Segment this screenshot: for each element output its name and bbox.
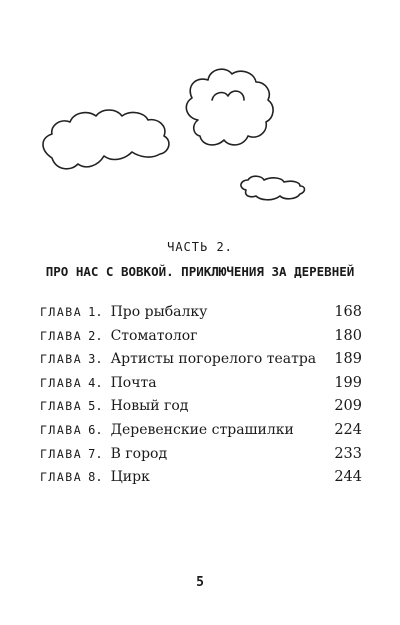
chapter-page: 189	[334, 351, 362, 368]
chapter-title: Новый год	[110, 398, 189, 415]
chapter-page: 199	[334, 374, 362, 391]
chapter-number: 5.	[88, 399, 103, 414]
chapter-title: В город	[110, 445, 168, 462]
chapter-page: 233	[334, 445, 362, 462]
chapter-word: ГЛАВА	[40, 328, 83, 343]
chapter-page: 224	[334, 421, 362, 438]
chapter-title: Стоматолог	[110, 327, 198, 344]
cloud-small-icon	[241, 176, 305, 200]
chapter-number: 7.	[88, 446, 103, 461]
chapter-title: Почта	[110, 374, 157, 391]
chapter-page: 244	[334, 469, 362, 486]
part-title: ПРО НАС С ВОВКОЙ. ПРИКЛЮЧЕНИЯ ЗА ДЕРЕВНЕЙ	[45, 264, 355, 279]
chapter-title: Про рыбалку	[110, 304, 208, 320]
table-of-contents	[40, 304, 362, 493]
chapter-number: 3.	[88, 352, 103, 367]
chapter-word: ГЛАВА	[40, 305, 83, 319]
toc-row-5[interactable]	[40, 398, 362, 422]
toc-row-2[interactable]	[40, 328, 362, 352]
chapter-number: 2.	[88, 328, 103, 343]
chapter-page: 180	[334, 327, 362, 344]
chapter-page: 168	[334, 304, 362, 320]
part-label: ЧАСТЬ 2.	[167, 240, 233, 254]
chapter-title: Деревенские страшилки	[110, 421, 294, 438]
cloud-left-icon	[43, 110, 169, 169]
chapter-word: ГЛАВА	[40, 422, 83, 437]
toc-row-3[interactable]	[40, 351, 362, 375]
chapter-title: Цирк	[110, 469, 150, 486]
page-number: 5	[196, 575, 204, 590]
cloud-illustration	[0, 0, 400, 230]
cloud-top-right-icon	[186, 69, 273, 145]
chapter-word: ГЛАВА	[40, 399, 83, 414]
toc-row-1[interactable]	[40, 304, 362, 328]
chapter-number: 4.	[88, 375, 103, 390]
chapter-page: 209	[334, 398, 362, 415]
cloud-top-right-detail	[212, 91, 244, 100]
chapter-word: ГЛАВА	[40, 375, 83, 390]
chapter-number: 6.	[88, 422, 103, 437]
chapter-number: 8.	[88, 470, 103, 485]
chapter-word: ГЛАВА	[40, 446, 83, 461]
toc-row-8[interactable]	[40, 469, 362, 493]
toc-row-6[interactable]	[40, 422, 362, 446]
chapter-title: Артисты погорелого театра	[110, 351, 317, 368]
chapter-number: 1.	[88, 305, 103, 319]
toc-row-7[interactable]	[40, 446, 362, 470]
toc-row-4[interactable]	[40, 375, 362, 399]
chapter-word: ГЛАВА	[40, 352, 83, 367]
chapter-word: ГЛАВА	[40, 470, 83, 485]
